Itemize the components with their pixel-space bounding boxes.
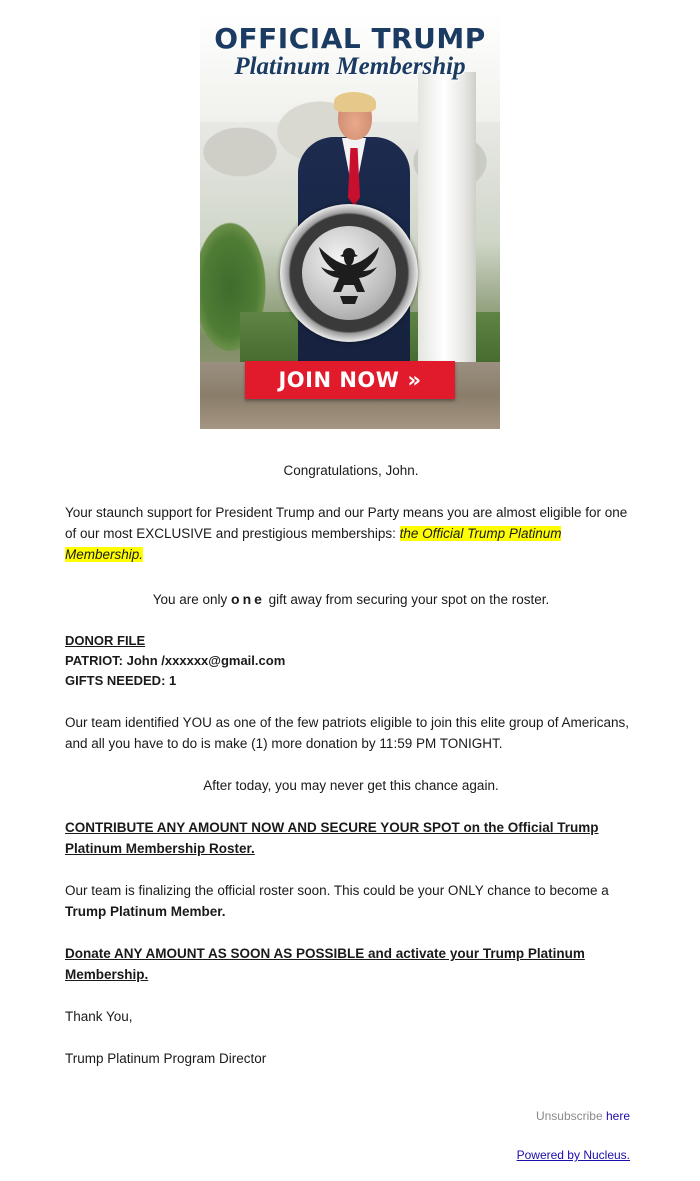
donor-file [65, 631, 637, 691]
donor-patriot: PATRIOT: John /xxxxxx@gmail.com [65, 653, 286, 668]
gift-pre: You are only [152, 592, 232, 607]
banner-title: OFFICIAL TRUMP [214, 22, 486, 55]
unsubscribe-text: Unsubscribe [535, 1109, 606, 1123]
double-chevron-right-icon: » [407, 368, 422, 392]
gift-post: gift away from securing your spot on the roster. [264, 592, 550, 607]
donor-gifts-needed: GIFTS NEEDED: 1 [65, 673, 177, 688]
coin-face [302, 226, 396, 320]
eagle-icon [302, 226, 396, 320]
signature-line: Trump Platinum Program Director [65, 1051, 267, 1066]
powered-by-line [517, 1148, 630, 1162]
intro-paragraph [65, 502, 637, 565]
eagle-coin-icon [280, 204, 418, 342]
membership-banner[interactable] [200, 12, 500, 429]
after-today-paragraph: After today, you may never get this chance again. [203, 778, 499, 793]
team-paragraph: Our team identified YOU as one of the few patriots eligible to join this elite group of Americans, and all you have to do is make (1) more donation by 11:59 PM TONIGHT. [65, 715, 630, 751]
banner-column [418, 72, 476, 392]
gift-word: one [231, 591, 265, 607]
donor-file-heading: DONOR FILE [65, 633, 146, 648]
greeting: Congratulations, John. [283, 463, 419, 478]
donate-link[interactable]: Donate ANY AMOUNT AS SOON AS POSSIBLE and activate your Trump Platinum Membership. [65, 946, 585, 982]
gift-paragraph [65, 589, 637, 610]
finalizing-paragraph [65, 880, 637, 922]
thanks-line: Thank You, [65, 1009, 133, 1024]
banner-subtitle: Platinum Membership [234, 53, 466, 80]
unsubscribe-link[interactable]: here [605, 1109, 630, 1123]
unsubscribe-line [536, 1109, 630, 1123]
finalizing-bold: Trump Platinum Member. [65, 904, 226, 919]
finalizing-text: Our team is finalizing the official roster soon. This could be your ONLY chance to become a [65, 883, 609, 898]
powered-by-link[interactable]: Powered by Nucleus. [516, 1148, 630, 1162]
intro-text: Your staunch support for President Trump and our Party means you are almost eligible for one of our most EXCLUSIVE and prestigious memberships: [65, 505, 628, 541]
membership-highlight: the Official Trump Platinum Membership. [65, 526, 562, 562]
join-now-label: JOIN NOW [278, 368, 400, 392]
email-body [65, 460, 637, 1069]
contribute-link[interactable]: CONTRIBUTE ANY AMOUNT NOW AND SECURE YOUR SPOT on the Official Trump Platinum Membership Roster. [65, 820, 599, 856]
join-now-button[interactable] [245, 361, 455, 399]
figure-hair [334, 92, 376, 112]
